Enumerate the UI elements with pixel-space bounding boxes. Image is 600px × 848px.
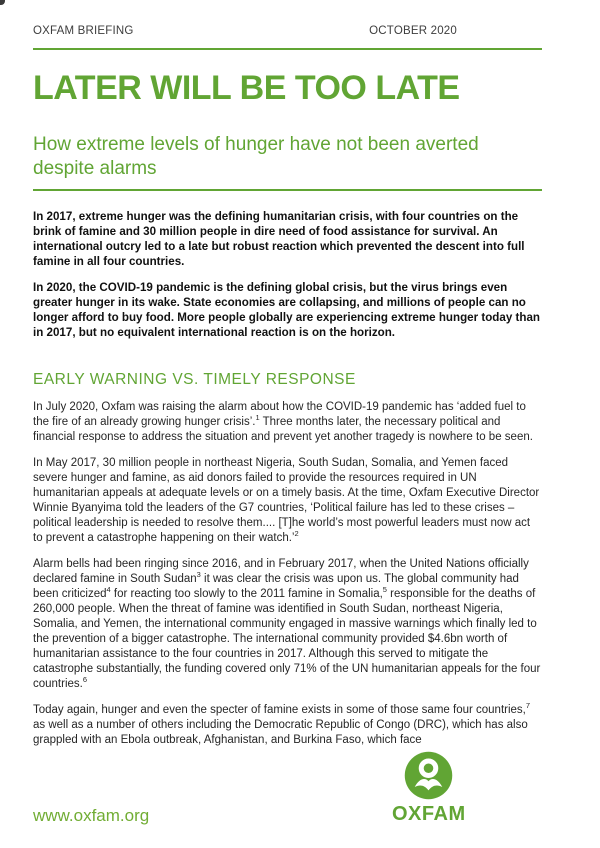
footnote-ref-4[interactable]: 4: [106, 585, 111, 595]
footnote-ref-6[interactable]: 6: [82, 675, 88, 685]
paragraph-text: In May 2017, 30 million people in northeast Nigeria, South Sudan, Somalia, and Yemen faced severe hunger and famine, as aid donors failed to provide the resources required in UN humanitarian appeals at adequate levels or on a timely basis. At the time, Oxfam Executive Director Winnie Byanyima told the leaders of the G7 countries, ‘Political failure has led to these crises – political leadership is needed to resolve them.... [T]he world’s most powerful leaders must now act to prevent a catastrophe happening on their watch.’: [33, 457, 540, 544]
footnote-ref-1[interactable]: 1: [255, 413, 260, 423]
section-heading: EARLY WARNING VS. TIMELY RESPONSE: [33, 371, 356, 388]
body-paragraph-2: [33, 456, 542, 546]
page-subtitle: [33, 133, 542, 181]
intro-paragraph-2: In 2020, the COVID-19 pandemic is the defining global crisis, but the virus brings even greater hunger in its wake. State economies are collapsing, and millions of people can no longer afford to buy food. More people globally are experiencing extreme hunger today than in 2017, but no equivalent international reaction is on the horizon.: [33, 281, 540, 339]
paragraph-text: Today again, hunger and even the specter of famine exists in some of those same four countries,: [33, 704, 526, 716]
footnote-ref-2[interactable]: 2: [294, 529, 299, 539]
footnote-ref-7[interactable]: 7: [525, 701, 531, 711]
oxfam-logo-icon: [392, 751, 464, 800]
body-paragraph-1: [33, 400, 542, 445]
paragraph-text: In July 2020, Oxfam was raising the alarm about how the COVID-19 pandemic has ‘added fuel to the fire of an already growing hunger crisis’.: [33, 401, 526, 428]
briefing-type-label: OXFAM BRIEFING: [33, 25, 134, 37]
footnote-ref-5[interactable]: 5: [382, 585, 387, 595]
page-title: LATER WILL BE TOO LATE: [33, 69, 460, 107]
document-header: [33, 0, 542, 37]
subtitle-divider: [33, 189, 542, 191]
body-paragraph-3: [33, 557, 542, 692]
intro-paragraph-1: In 2017, extreme hunger was the defining humanitarian crisis, with four countries on the brink of famine and 30 million people in dire need of food assistance for survival. An international outcry led to a late but robust reaction which prevented the descent into full famine in all four countries.: [33, 210, 525, 268]
paragraph-text: for reacting too slowly to the 2011 famine in Somalia,: [110, 588, 383, 600]
subtitle-line-2: despite alarms: [33, 158, 157, 179]
footnote-ref-3[interactable]: 3: [196, 570, 201, 580]
paragraph-text: responsible for the deaths of 260,000 people. When the threat of famine was identified in South Sudan, northeast Nigeria, Somalia, and Yemen, the international community engaged in massive warnings which finally led to the prevention of a bigger catastrophe. The international community provided $4.6bn worth of humanitarian assistance to the four countries in 2017. Although this served to mitigate the catastrophe substantially, the funding covered only 71% of the UN humanitarian appeals for the four countries.: [33, 588, 541, 690]
website-link[interactable]: www.oxfam.org: [33, 806, 150, 825]
subtitle-line-1: How extreme levels of hunger have not been averted: [33, 134, 479, 155]
body-paragraph-4: [33, 703, 542, 748]
oxfam-logo-block: [392, 751, 464, 826]
paragraph-text: as well as a number of others including the Democratic Republic of Congo (DRC), which has also grappled with an Ebola outbreak, Afghanistan, and Burkina Faso, which face: [33, 719, 528, 746]
date-label: OCTOBER 2020: [369, 25, 457, 37]
paragraph-text: Three months later, the necessary political and financial response to address the situation and prevent yet another tragedy is nowhere to be seen.: [33, 416, 533, 443]
paragraph-text: it was clear the crisis was upon us. The global community had been criticized: [33, 573, 519, 600]
oxfam-wordmark: OXFAM: [392, 803, 466, 825]
header-divider: [33, 48, 542, 50]
paragraph-text: Alarm bells had been ringing since 2016, and in February 2017, when the United Nations officially declared famine in South Sudan: [33, 558, 529, 585]
